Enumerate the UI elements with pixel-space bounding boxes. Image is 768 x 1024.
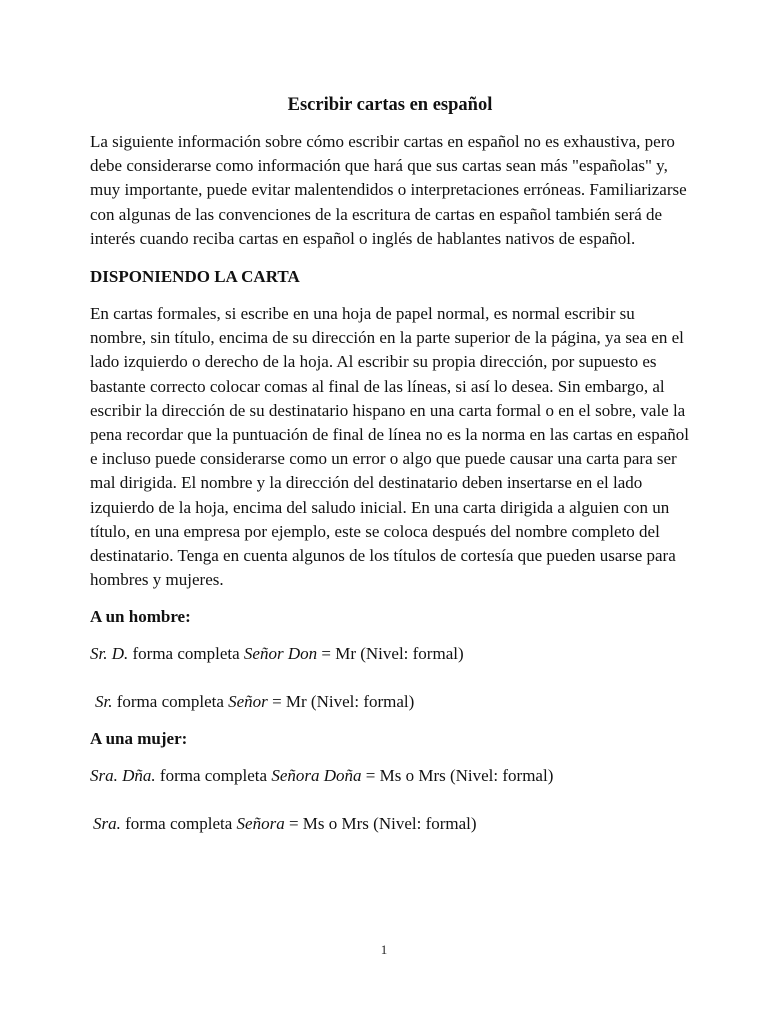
men-entry-2 [90, 690, 690, 714]
women-entry-1-rest: = Ms o Mrs (Nivel: formal) [361, 766, 554, 786]
section-paragraph: En cartas formales, si escribe en una hoja de papel normal, es normal escribir su nombre, sin título, encima de su dirección en la parte superior de la página, ya sea en el lado izquierdo o derecho de la hoja. Al escribir su propia dirección, por supuesto es bastante correcto colocar comas al final de las líneas, si así lo desea. Sin embargo, al escribir la dirección de su destinatario hispano en una carta formal o en el sobre, vale la pena recordar que la puntuación de final de línea no es la norma en las cartas en español e incluso puede considerarse como un error o algo que puede causar una carta para ser mal dirigida. El nombre y la dirección del destinatario deben insertarse en el lado izquierdo de la hoja, encima del saludo inicial. En una carta dirigida a alguien con un título, en una empresa por ejemplo, este se coloca después del nombre completo del destinatario. Tenga en cuenta algunos de los títulos de cortesía que pueden usarse para hombres y mujeres. [90, 304, 689, 590]
men-entry-1-middle: forma completa [128, 644, 244, 664]
page-number: 1 [380, 942, 388, 957]
women-entry-2-full: Señora [236, 814, 285, 834]
men-entry-2-full: Señor [228, 692, 268, 712]
intro-paragraph: La siguiente información sobre cómo escribir cartas en español no es exhaustiva, pero debe considerarse como información que hará que sus cartas sean más "españolas" y, muy importante, puede evitar malentendidos o interpretaciones erróneas. Familiarizarse con algunas de las convenciones de la escritura de cartas en español también será de interés cuando reciba cartas en español o inglés de hablantes nativos de español. [90, 132, 687, 248]
page-content [90, 92, 690, 836]
women-entry-2-rest: = Ms o Mrs (Nivel: formal) [284, 814, 477, 834]
women-entry-1-full: Señora Doña [271, 766, 362, 786]
men-heading: A un hombre: [90, 607, 191, 627]
women-heading: A una mujer: [90, 729, 188, 749]
women-entry-1-abbr: Sra. Dña. [90, 766, 156, 786]
document-title: Escribir cartas en español [287, 95, 493, 115]
women-entry-2 [90, 812, 690, 836]
men-entry-1-abbr: Sr. D. [90, 644, 129, 664]
men-entry-1-full: Señor Don [243, 644, 318, 664]
men-entry-2-abbr: Sr. [95, 692, 113, 712]
women-entry-2-middle: forma completa [120, 814, 237, 834]
women-entry-2-abbr: Sra. [93, 814, 121, 834]
men-entry-1-rest: = Mr (Nivel: formal) [317, 644, 464, 664]
women-entry-1 [90, 764, 690, 788]
men-entry-2-rest: = Mr (Nivel: formal) [267, 692, 415, 712]
women-entry-1-middle: forma completa [155, 766, 272, 786]
section-heading: DISPONIENDO LA CARTA [90, 267, 300, 287]
men-entry-2-middle: forma completa [112, 692, 229, 712]
men-entry-1 [90, 642, 690, 666]
